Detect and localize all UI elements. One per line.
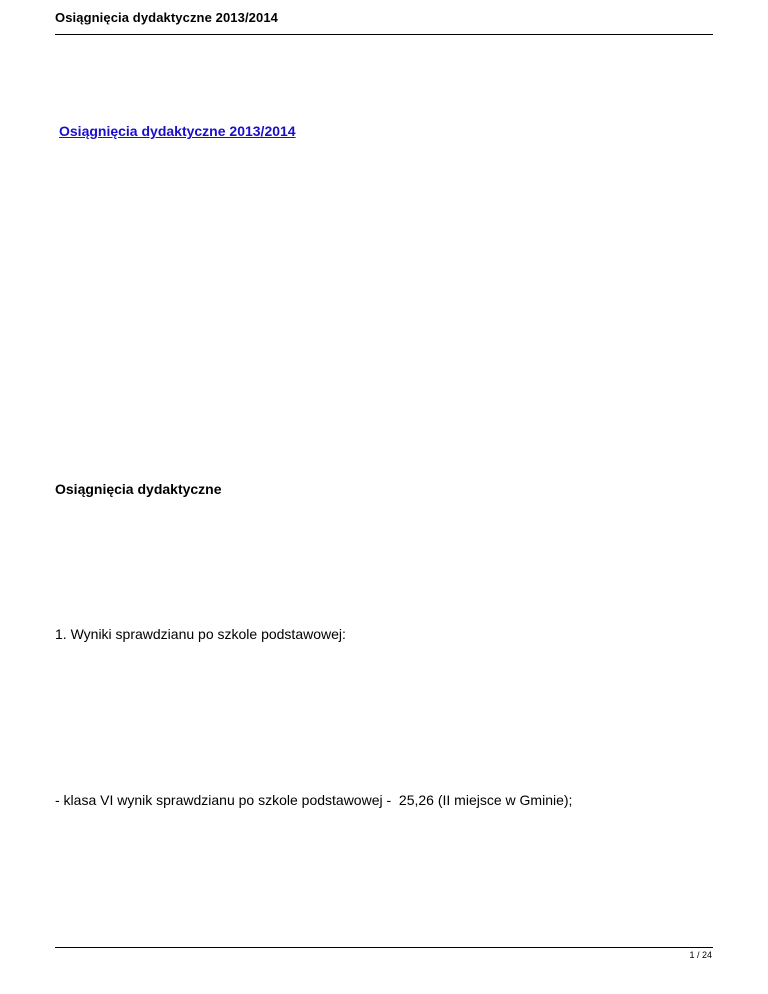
section-heading: Osiągnięcia dydaktyczne bbox=[55, 481, 222, 497]
article-title-link[interactable]: Osiągnięcia dydaktyczne 2013/2014 bbox=[59, 123, 296, 139]
running-header-title: Osiągnięcia dydaktyczne 2013/2014 bbox=[55, 10, 278, 25]
paragraph-results-heading: 1. Wyniki sprawdzianu po szkole podstawowej: bbox=[55, 626, 346, 642]
footer-divider bbox=[55, 947, 713, 948]
page-number: 1 / 24 bbox=[689, 950, 712, 960]
paragraph-class-vi-result: - klasa VI wynik sprawdzianu po szkole podstawowej - 25,26 (II miejsce w Gminie); bbox=[55, 792, 573, 808]
header-divider bbox=[55, 34, 713, 35]
